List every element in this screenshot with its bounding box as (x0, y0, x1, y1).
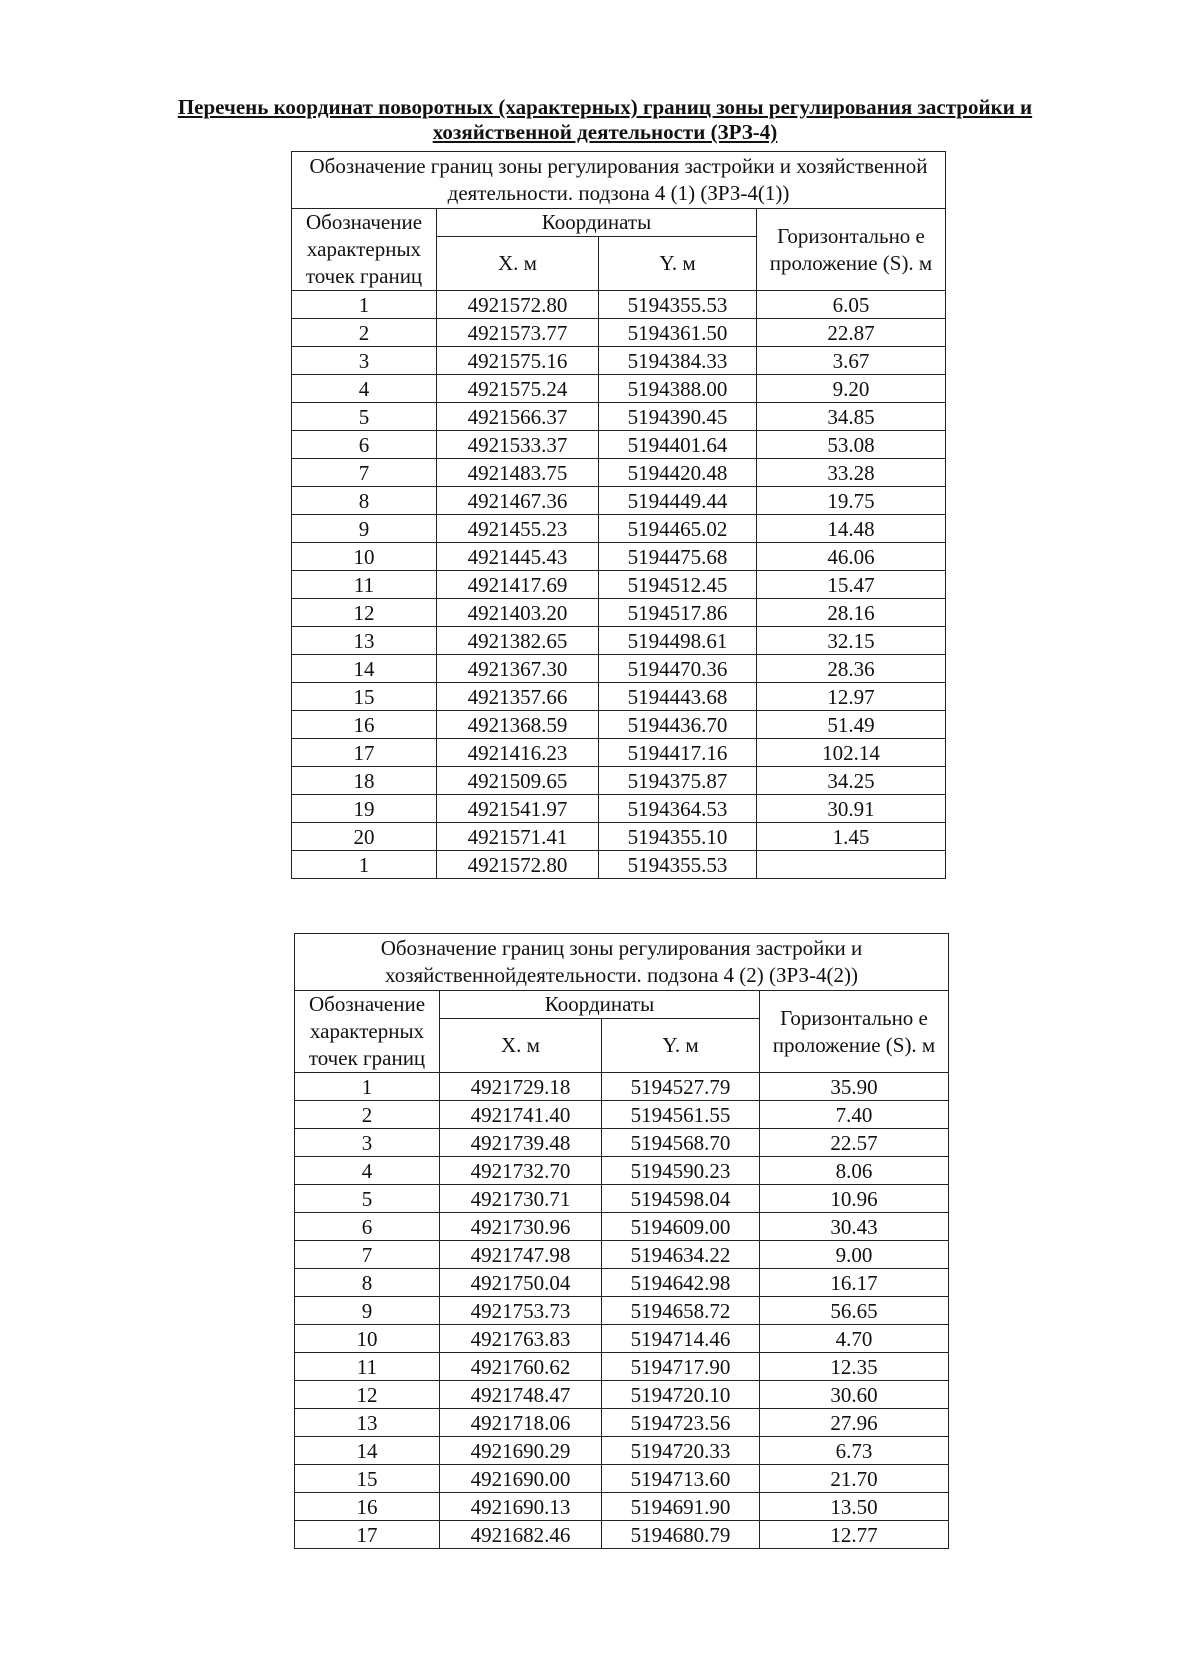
point-number-cell: 19 (292, 795, 437, 823)
point-number-cell: 15 (292, 683, 437, 711)
x-coordinate-cell: 4921690.13 (440, 1493, 602, 1521)
table-row (295, 1185, 949, 1213)
distance-cell: 14.48 (757, 515, 946, 543)
distance-cell: 10.96 (760, 1185, 949, 1213)
table-row (292, 319, 946, 347)
table-row (292, 795, 946, 823)
header-x: X. м (440, 1019, 602, 1073)
x-coordinate-cell: 4921730.96 (440, 1213, 602, 1241)
point-number-cell: 14 (295, 1437, 440, 1465)
point-number-cell: 5 (295, 1185, 440, 1213)
x-coordinate-cell: 4921682.46 (440, 1521, 602, 1549)
distance-cell: 46.06 (757, 543, 946, 571)
point-number-cell: 9 (292, 515, 437, 543)
point-number-cell: 12 (292, 599, 437, 627)
y-coordinate-cell: 5194475.68 (599, 543, 757, 571)
point-number-cell: 2 (292, 319, 437, 347)
distance-cell: 9.00 (760, 1241, 949, 1269)
y-coordinate-cell: 5194355.53 (599, 291, 757, 319)
x-coordinate-cell: 4921467.36 (437, 487, 599, 515)
y-coordinate-cell: 5194355.53 (599, 851, 757, 879)
distance-cell (757, 851, 946, 879)
x-coordinate-cell: 4921533.37 (437, 431, 599, 459)
header-y: Y. м (602, 1019, 760, 1073)
distance-cell: 16.17 (760, 1269, 949, 1297)
x-coordinate-cell: 4921750.04 (440, 1269, 602, 1297)
point-number-cell: 14 (292, 655, 437, 683)
table-row (292, 431, 946, 459)
point-number-cell: 9 (295, 1297, 440, 1325)
y-coordinate-cell: 5194417.16 (599, 739, 757, 767)
x-coordinate-cell: 4921571.41 (437, 823, 599, 851)
y-coordinate-cell: 5194609.00 (602, 1213, 760, 1241)
table-row (295, 1157, 949, 1185)
coordinates-table-zrz-4-2 (294, 933, 949, 1549)
y-coordinate-cell: 5194443.68 (599, 683, 757, 711)
point-number-cell: 4 (292, 375, 437, 403)
table-caption: Обозначение границ зоны регулирования застройки и хозяйственной деятельности. подзона 4 (1) (ЗРЗ-4(1)) (292, 152, 946, 209)
table-row (295, 1325, 949, 1353)
table-row (292, 571, 946, 599)
y-coordinate-cell: 5194498.61 (599, 627, 757, 655)
table-row (292, 515, 946, 543)
y-coordinate-cell: 5194598.04 (602, 1185, 760, 1213)
x-coordinate-cell: 4921748.47 (440, 1381, 602, 1409)
y-coordinate-cell: 5194390.45 (599, 403, 757, 431)
table-row (292, 711, 946, 739)
distance-cell: 12.77 (760, 1521, 949, 1549)
distance-cell: 35.90 (760, 1073, 949, 1101)
y-coordinate-cell: 5194401.64 (599, 431, 757, 459)
distance-cell: 33.28 (757, 459, 946, 487)
table-row (292, 291, 946, 319)
y-coordinate-cell: 5194361.50 (599, 319, 757, 347)
y-coordinate-cell: 5194436.70 (599, 711, 757, 739)
point-number-cell: 10 (295, 1325, 440, 1353)
distance-cell: 4.70 (760, 1325, 949, 1353)
header-coordinates: Координаты (440, 991, 760, 1019)
point-number-cell: 8 (292, 487, 437, 515)
y-coordinate-cell: 5194642.98 (602, 1269, 760, 1297)
x-coordinate-cell: 4921741.40 (440, 1101, 602, 1129)
x-coordinate-cell: 4921690.29 (440, 1437, 602, 1465)
table-row (292, 655, 946, 683)
y-coordinate-cell: 5194364.53 (599, 795, 757, 823)
point-number-cell: 1 (292, 851, 437, 879)
point-number-cell: 7 (292, 459, 437, 487)
distance-cell: 30.91 (757, 795, 946, 823)
y-coordinate-cell: 5194717.90 (602, 1353, 760, 1381)
x-coordinate-cell: 4921382.65 (437, 627, 599, 655)
x-coordinate-cell: 4921730.71 (440, 1185, 602, 1213)
table-row (295, 1241, 949, 1269)
x-coordinate-cell: 4921575.24 (437, 375, 599, 403)
table-row (295, 1353, 949, 1381)
y-coordinate-cell: 5194568.70 (602, 1129, 760, 1157)
point-number-cell: 15 (295, 1465, 440, 1493)
table-row (292, 851, 946, 879)
table-row (295, 1465, 949, 1493)
distance-cell: 3.67 (757, 347, 946, 375)
x-coordinate-cell: 4921763.83 (440, 1325, 602, 1353)
table-row (292, 767, 946, 795)
y-coordinate-cell: 5194720.33 (602, 1437, 760, 1465)
distance-cell: 22.87 (757, 319, 946, 347)
x-coordinate-cell: 4921403.20 (437, 599, 599, 627)
point-number-cell: 1 (292, 291, 437, 319)
distance-cell: 6.05 (757, 291, 946, 319)
x-coordinate-cell: 4921455.23 (437, 515, 599, 543)
point-number-cell: 17 (295, 1521, 440, 1549)
table-caption: Обозначение границ зоны регулирования застройки и хозяйственнойдеятельности. подзона 4 (2) (ЗРЗ-4(2)) (295, 934, 949, 991)
distance-cell: 34.85 (757, 403, 946, 431)
table-row (292, 683, 946, 711)
x-coordinate-cell: 4921367.30 (437, 655, 599, 683)
distance-cell: 53.08 (757, 431, 946, 459)
distance-cell: 30.43 (760, 1213, 949, 1241)
y-coordinate-cell: 5194561.55 (602, 1101, 760, 1129)
x-coordinate-cell: 4921753.73 (440, 1297, 602, 1325)
x-coordinate-cell: 4921416.23 (437, 739, 599, 767)
table-row (292, 347, 946, 375)
header-distance: Горизонтально е проложение (S). м (757, 209, 946, 291)
y-coordinate-cell: 5194634.22 (602, 1241, 760, 1269)
distance-cell: 28.16 (757, 599, 946, 627)
table-row (295, 1073, 949, 1101)
table-row (295, 1269, 949, 1297)
x-coordinate-cell: 4921417.69 (437, 571, 599, 599)
x-coordinate-cell: 4921368.59 (437, 711, 599, 739)
table-row (295, 1101, 949, 1129)
y-coordinate-cell: 5194720.10 (602, 1381, 760, 1409)
x-coordinate-cell: 4921732.70 (440, 1157, 602, 1185)
table-row (295, 1381, 949, 1409)
distance-cell: 34.25 (757, 767, 946, 795)
table-row (295, 1521, 949, 1549)
x-coordinate-cell: 4921739.48 (440, 1129, 602, 1157)
y-coordinate-cell: 5194355.10 (599, 823, 757, 851)
table-row (295, 1297, 949, 1325)
x-coordinate-cell: 4921509.65 (437, 767, 599, 795)
table-row (292, 739, 946, 767)
x-coordinate-cell: 4921566.37 (437, 403, 599, 431)
x-coordinate-cell: 4921575.16 (437, 347, 599, 375)
point-number-cell: 13 (295, 1409, 440, 1437)
x-coordinate-cell: 4921729.18 (440, 1073, 602, 1101)
point-number-cell: 3 (292, 347, 437, 375)
point-number-cell: 2 (295, 1101, 440, 1129)
y-coordinate-cell: 5194388.00 (599, 375, 757, 403)
table-row (292, 459, 946, 487)
x-coordinate-cell: 4921572.80 (437, 851, 599, 879)
header-y: Y. м (599, 237, 757, 291)
distance-cell: 12.97 (757, 683, 946, 711)
point-number-cell: 5 (292, 403, 437, 431)
header-coordinates: Координаты (437, 209, 757, 237)
table-row (295, 1129, 949, 1157)
table-row (295, 1409, 949, 1437)
distance-cell: 27.96 (760, 1409, 949, 1437)
point-number-cell: 6 (295, 1213, 440, 1241)
y-coordinate-cell: 5194590.23 (602, 1157, 760, 1185)
x-coordinate-cell: 4921718.06 (440, 1409, 602, 1437)
header-x: X. м (437, 237, 599, 291)
x-coordinate-cell: 4921690.00 (440, 1465, 602, 1493)
point-number-cell: 12 (295, 1381, 440, 1409)
distance-cell: 8.06 (760, 1157, 949, 1185)
distance-cell: 19.75 (757, 487, 946, 515)
distance-cell: 56.65 (760, 1297, 949, 1325)
distance-cell: 13.50 (760, 1493, 949, 1521)
y-coordinate-cell: 5194723.56 (602, 1409, 760, 1437)
y-coordinate-cell: 5194713.60 (602, 1465, 760, 1493)
x-coordinate-cell: 4921573.77 (437, 319, 599, 347)
distance-cell: 15.47 (757, 571, 946, 599)
distance-cell: 7.40 (760, 1101, 949, 1129)
table-row (292, 627, 946, 655)
y-coordinate-cell: 5194714.46 (602, 1325, 760, 1353)
point-number-cell: 8 (295, 1269, 440, 1297)
x-coordinate-cell: 4921760.62 (440, 1353, 602, 1381)
y-coordinate-cell: 5194465.02 (599, 515, 757, 543)
point-number-cell: 3 (295, 1129, 440, 1157)
point-number-cell: 18 (292, 767, 437, 795)
point-number-cell: 20 (292, 823, 437, 851)
distance-cell: 21.70 (760, 1465, 949, 1493)
table-row (292, 403, 946, 431)
y-coordinate-cell: 5194449.44 (599, 487, 757, 515)
header-distance: Горизонтально е проложение (S). м (760, 991, 949, 1073)
y-coordinate-cell: 5194527.79 (602, 1073, 760, 1101)
point-number-cell: 6 (292, 431, 437, 459)
point-number-cell: 17 (292, 739, 437, 767)
point-number-cell: 13 (292, 627, 437, 655)
point-number-cell: 16 (292, 711, 437, 739)
table-row (295, 1437, 949, 1465)
x-coordinate-cell: 4921747.98 (440, 1241, 602, 1269)
distance-cell: 30.60 (760, 1381, 949, 1409)
y-coordinate-cell: 5194658.72 (602, 1297, 760, 1325)
distance-cell: 1.45 (757, 823, 946, 851)
table-row (295, 1213, 949, 1241)
point-number-cell: 11 (292, 571, 437, 599)
table-row (292, 823, 946, 851)
point-number-cell: 16 (295, 1493, 440, 1521)
y-coordinate-cell: 5194384.33 (599, 347, 757, 375)
table-row (292, 543, 946, 571)
y-coordinate-cell: 5194420.48 (599, 459, 757, 487)
header-point: Обозначение характерных точек границ (295, 991, 440, 1073)
y-coordinate-cell: 5194512.45 (599, 571, 757, 599)
distance-cell: 22.57 (760, 1129, 949, 1157)
distance-cell: 28.36 (757, 655, 946, 683)
table-row (292, 375, 946, 403)
y-coordinate-cell: 5194680.79 (602, 1521, 760, 1549)
x-coordinate-cell: 4921357.66 (437, 683, 599, 711)
coordinates-table-zrz-4-1 (291, 151, 946, 879)
y-coordinate-cell: 5194691.90 (602, 1493, 760, 1521)
distance-cell: 9.20 (757, 375, 946, 403)
distance-cell: 6.73 (760, 1437, 949, 1465)
y-coordinate-cell: 5194375.87 (599, 767, 757, 795)
table-row (292, 599, 946, 627)
point-number-cell: 1 (295, 1073, 440, 1101)
table-row (292, 487, 946, 515)
x-coordinate-cell: 4921445.43 (437, 543, 599, 571)
distance-cell: 51.49 (757, 711, 946, 739)
table-row (295, 1493, 949, 1521)
y-coordinate-cell: 5194470.36 (599, 655, 757, 683)
point-number-cell: 10 (292, 543, 437, 571)
document-title: Перечень координат поворотных (характерных) границ зоны регулирования застройки и хозяйственной деятельности (ЗРЗ-4) (177, 95, 1033, 144)
point-number-cell: 4 (295, 1157, 440, 1185)
header-point: Обозначение характерных точек границ (292, 209, 437, 291)
x-coordinate-cell: 4921541.97 (437, 795, 599, 823)
point-number-cell: 11 (295, 1353, 440, 1381)
distance-cell: 32.15 (757, 627, 946, 655)
x-coordinate-cell: 4921483.75 (437, 459, 599, 487)
x-coordinate-cell: 4921572.80 (437, 291, 599, 319)
y-coordinate-cell: 5194517.86 (599, 599, 757, 627)
point-number-cell: 7 (295, 1241, 440, 1269)
distance-cell: 102.14 (757, 739, 946, 767)
distance-cell: 12.35 (760, 1353, 949, 1381)
